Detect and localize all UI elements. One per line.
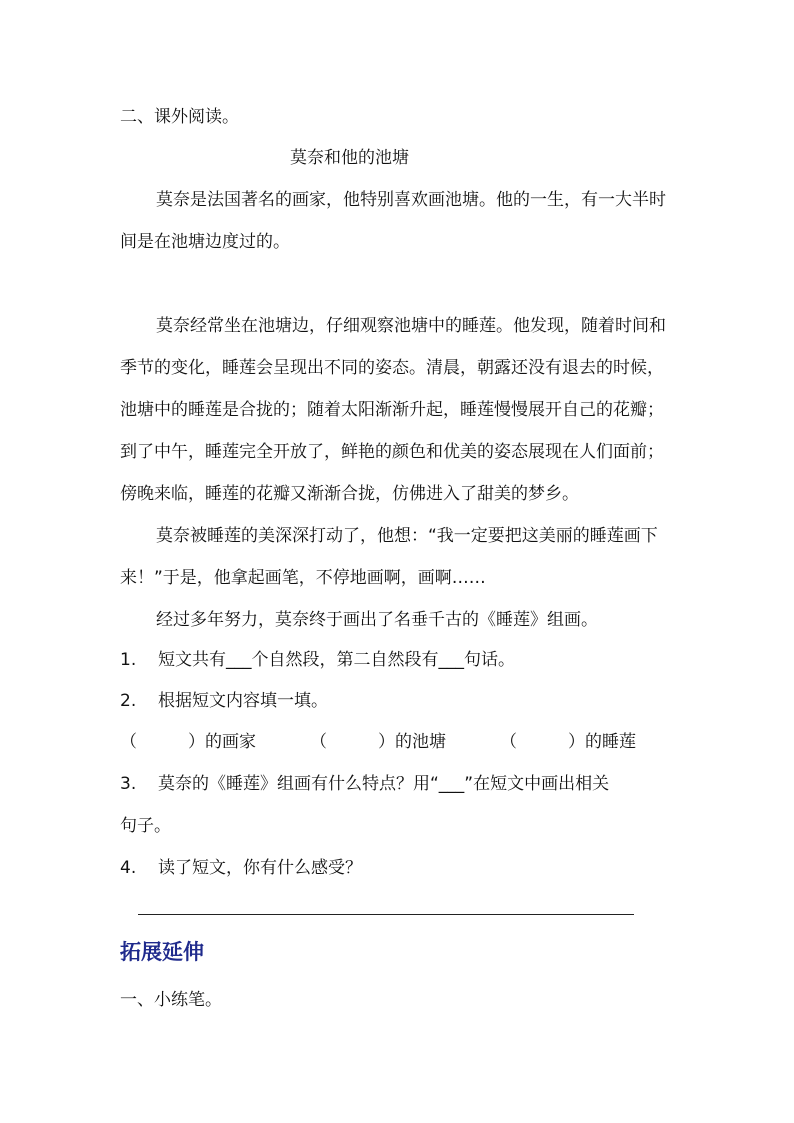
question-number: 2.	[120, 691, 137, 711]
fill-blank-item[interactable]: （ ）的睡莲	[500, 732, 636, 752]
question-number: 1.	[120, 650, 137, 670]
question-1	[120, 649, 515, 671]
paragraph-1: 莫奈是法国著名的画家，他特别喜欢画池塘。他的一生，有一大半时间是在池塘边度过的。	[120, 190, 666, 252]
question-4	[120, 857, 362, 879]
question-3	[120, 773, 609, 795]
fill-blank-item[interactable]: （ ）的画家	[120, 732, 256, 752]
question-text: 莫奈的《睡莲》组画有什么特点？用“___”在短文中画出相关	[158, 774, 610, 794]
paragraph-3: 莫奈被睡莲的美深深打动了，他想：“我一定要把这美丽的睡莲画下来！”于是，他拿起画笔，不停地画啊，画啊……	[120, 526, 658, 588]
question-text: 短文共有___个自然段，第二自然段有___句话。	[158, 650, 515, 670]
answer-line[interactable]	[138, 914, 634, 915]
extension-subheading: 一、小练笔。	[120, 990, 222, 1010]
question-number: 3.	[120, 774, 137, 794]
fill-blank-item[interactable]: （ ）的池塘	[310, 732, 446, 752]
question-2	[120, 690, 328, 712]
question-text: 读了短文，你有什么感受？	[158, 858, 362, 878]
paragraph-4: 经过多年努力，莫奈终于画出了名垂千古的《睡莲》组画。	[156, 610, 598, 630]
question-text: 根据短文内容填一填。	[158, 691, 328, 711]
section-heading: 二、课外阅读。	[120, 107, 239, 127]
passage-title: 莫奈和他的池塘	[290, 148, 409, 168]
extension-heading: 拓展延伸	[120, 940, 204, 964]
paragraph-2: 莫奈经常坐在池塘边，仔细观察池塘中的睡莲。他发现，随着时间和季节的变化，睡莲会呈现出不同的姿态。清晨，朝露还没有退去的时候，池塘中的睡莲是合拢的；随着太阳渐渐升起，睡莲慢慢展开自己的花瓣；到了中午，睡莲完全开放了，鲜艳的颜色和优美的姿态展现在人们面前；傍晚来临，睡莲的花瓣又渐渐合拢，仿佛进入了甜美的梦乡。	[120, 316, 666, 504]
question-number: 4.	[120, 858, 137, 878]
question-3-continued: 句子。	[120, 816, 171, 836]
